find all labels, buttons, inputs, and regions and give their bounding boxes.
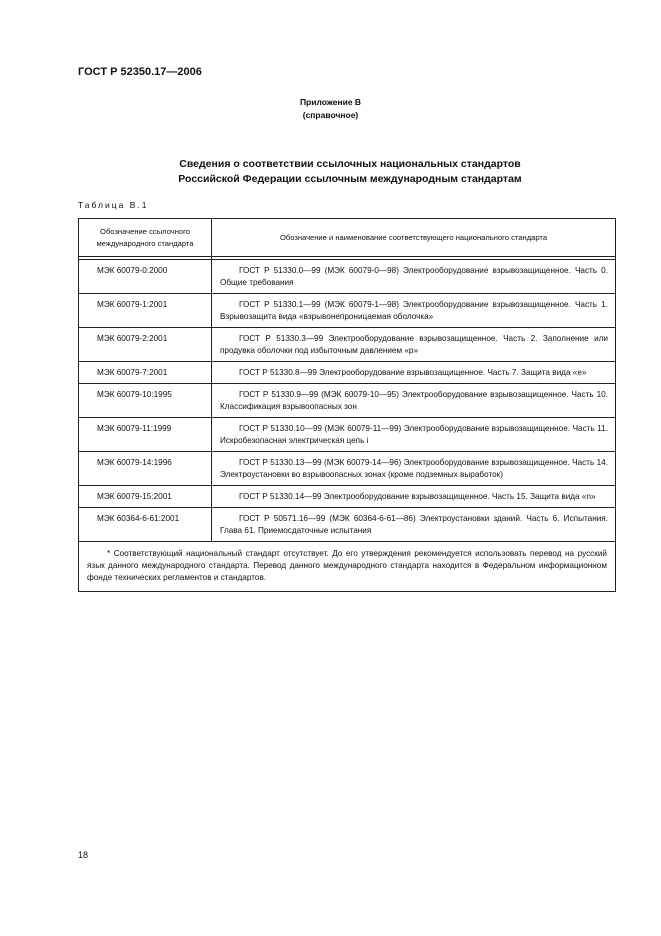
national-standard-cell: ГОСТ Р 51330.14—99 Электрооборудование взрывозащищенное. Часть 15. Защита вида «n» xyxy=(212,486,616,508)
table-row xyxy=(79,486,616,508)
international-standard-cell: МЭК 60079-15:2001 xyxy=(79,486,212,508)
national-standard-cell: ГОСТ Р 51330.9—99 (МЭК 60079-10—95) Электрооборудование взрывозащищенное. Часть 10. Классификация взрывоопасных зон xyxy=(212,384,616,418)
international-standard-cell: МЭК 60079-11:1999 xyxy=(79,418,212,452)
correspondence-table xyxy=(78,218,616,592)
table-row xyxy=(79,362,616,384)
table-row xyxy=(79,452,616,486)
international-standard-cell: МЭК 60079-14:1996 xyxy=(79,452,212,486)
table-row xyxy=(79,418,616,452)
table-row xyxy=(79,294,616,328)
national-standard-cell: ГОСТ Р 51330.13—99 (МЭК 60079-14—96) Электрооборудование взрывозащищенное. Часть 14. Электроустановки во взрывоопасных зонах (кроме подземных выработок) xyxy=(212,452,616,486)
national-standard-cell: ГОСТ Р 51330.3—99 Электрооборудование взрывозащищенное. Часть 2. Заполнение или продувка оболочки под избыточным давлением «р» xyxy=(212,328,616,362)
annex-title: Приложение В xyxy=(299,97,362,107)
document-code-header: ГОСТ Р 52350.17—2006 xyxy=(78,66,202,78)
table-header-row xyxy=(79,219,616,257)
page-number: 18 xyxy=(78,850,89,860)
header-international-standard: Обозначение ссылочного международного стандарта xyxy=(79,219,212,257)
annex-subtitle: (справочное) xyxy=(302,110,359,120)
international-standard-cell: МЭК 60079-0:2000 xyxy=(79,260,212,294)
national-standard-cell: ГОСТ Р 51330.8—99 Электрооборудование взрывозащищенное. Часть 7. Защита вида «е» xyxy=(212,362,616,384)
table-row xyxy=(79,384,616,418)
national-standard-cell: ГОСТ Р 51330.10—99 (МЭК 60079-11—99) Электрооборудование взрывозащищенное. Часть 11. Искробезопасная электрическая цепь i xyxy=(212,418,616,452)
table-label: Таблица В.1 xyxy=(78,200,149,210)
international-standard-cell: МЭК 60079-7:2001 xyxy=(79,362,212,384)
national-standard-cell: ГОСТ Р 51330.1—99 (МЭК 60079-1—98) Электрооборудование взрывозащищенное. Часть 1. Взрывозащита вида «взрывонепроницаемая оболочка» xyxy=(212,294,616,328)
table-row xyxy=(79,508,616,542)
international-standard-cell: МЭК 60079-2:2001 xyxy=(79,328,212,362)
header-national-standard: Обозначение и наименование соответствующего национального стандарта xyxy=(212,219,616,257)
section-title xyxy=(0,157,661,187)
national-standard-cell: ГОСТ Р 50571.16—99 (МЭК 60364-6-61—86) Электроустановки зданий. Часть 6. Испытания. Глава 61. Приемосдаточные испытания xyxy=(212,508,616,542)
international-standard-cell: МЭК 60079-10:1995 xyxy=(79,384,212,418)
international-standard-cell: МЭК 60364-6-61:2001 xyxy=(79,508,212,542)
table-row xyxy=(79,260,616,294)
annex-heading xyxy=(0,96,661,122)
table-row xyxy=(79,328,616,362)
section-title-line-2: Российской Федерации ссылочным международным стандартам xyxy=(178,173,522,185)
section-title-line-1: Сведения о соответствии ссылочных национальных стандартов xyxy=(179,158,521,170)
national-standard-cell: ГОСТ Р 51330.0—99 (МЭК 60079-0—98) Электрооборудование взрывозащищенное. Часть 0. Общие требования xyxy=(212,260,616,294)
international-standard-cell: МЭК 60079-1:2001 xyxy=(79,294,212,328)
table-footnote: * Соответствующий национальный стандарт отсутствует. До его утверждения рекомендуется использовать перевод на русский язык данного международного стандарта. Перевод данного международного стандарта находится в Федеральном информационном фонде технических регламентов и стандартов. xyxy=(79,542,616,592)
footnote-row xyxy=(79,542,616,592)
